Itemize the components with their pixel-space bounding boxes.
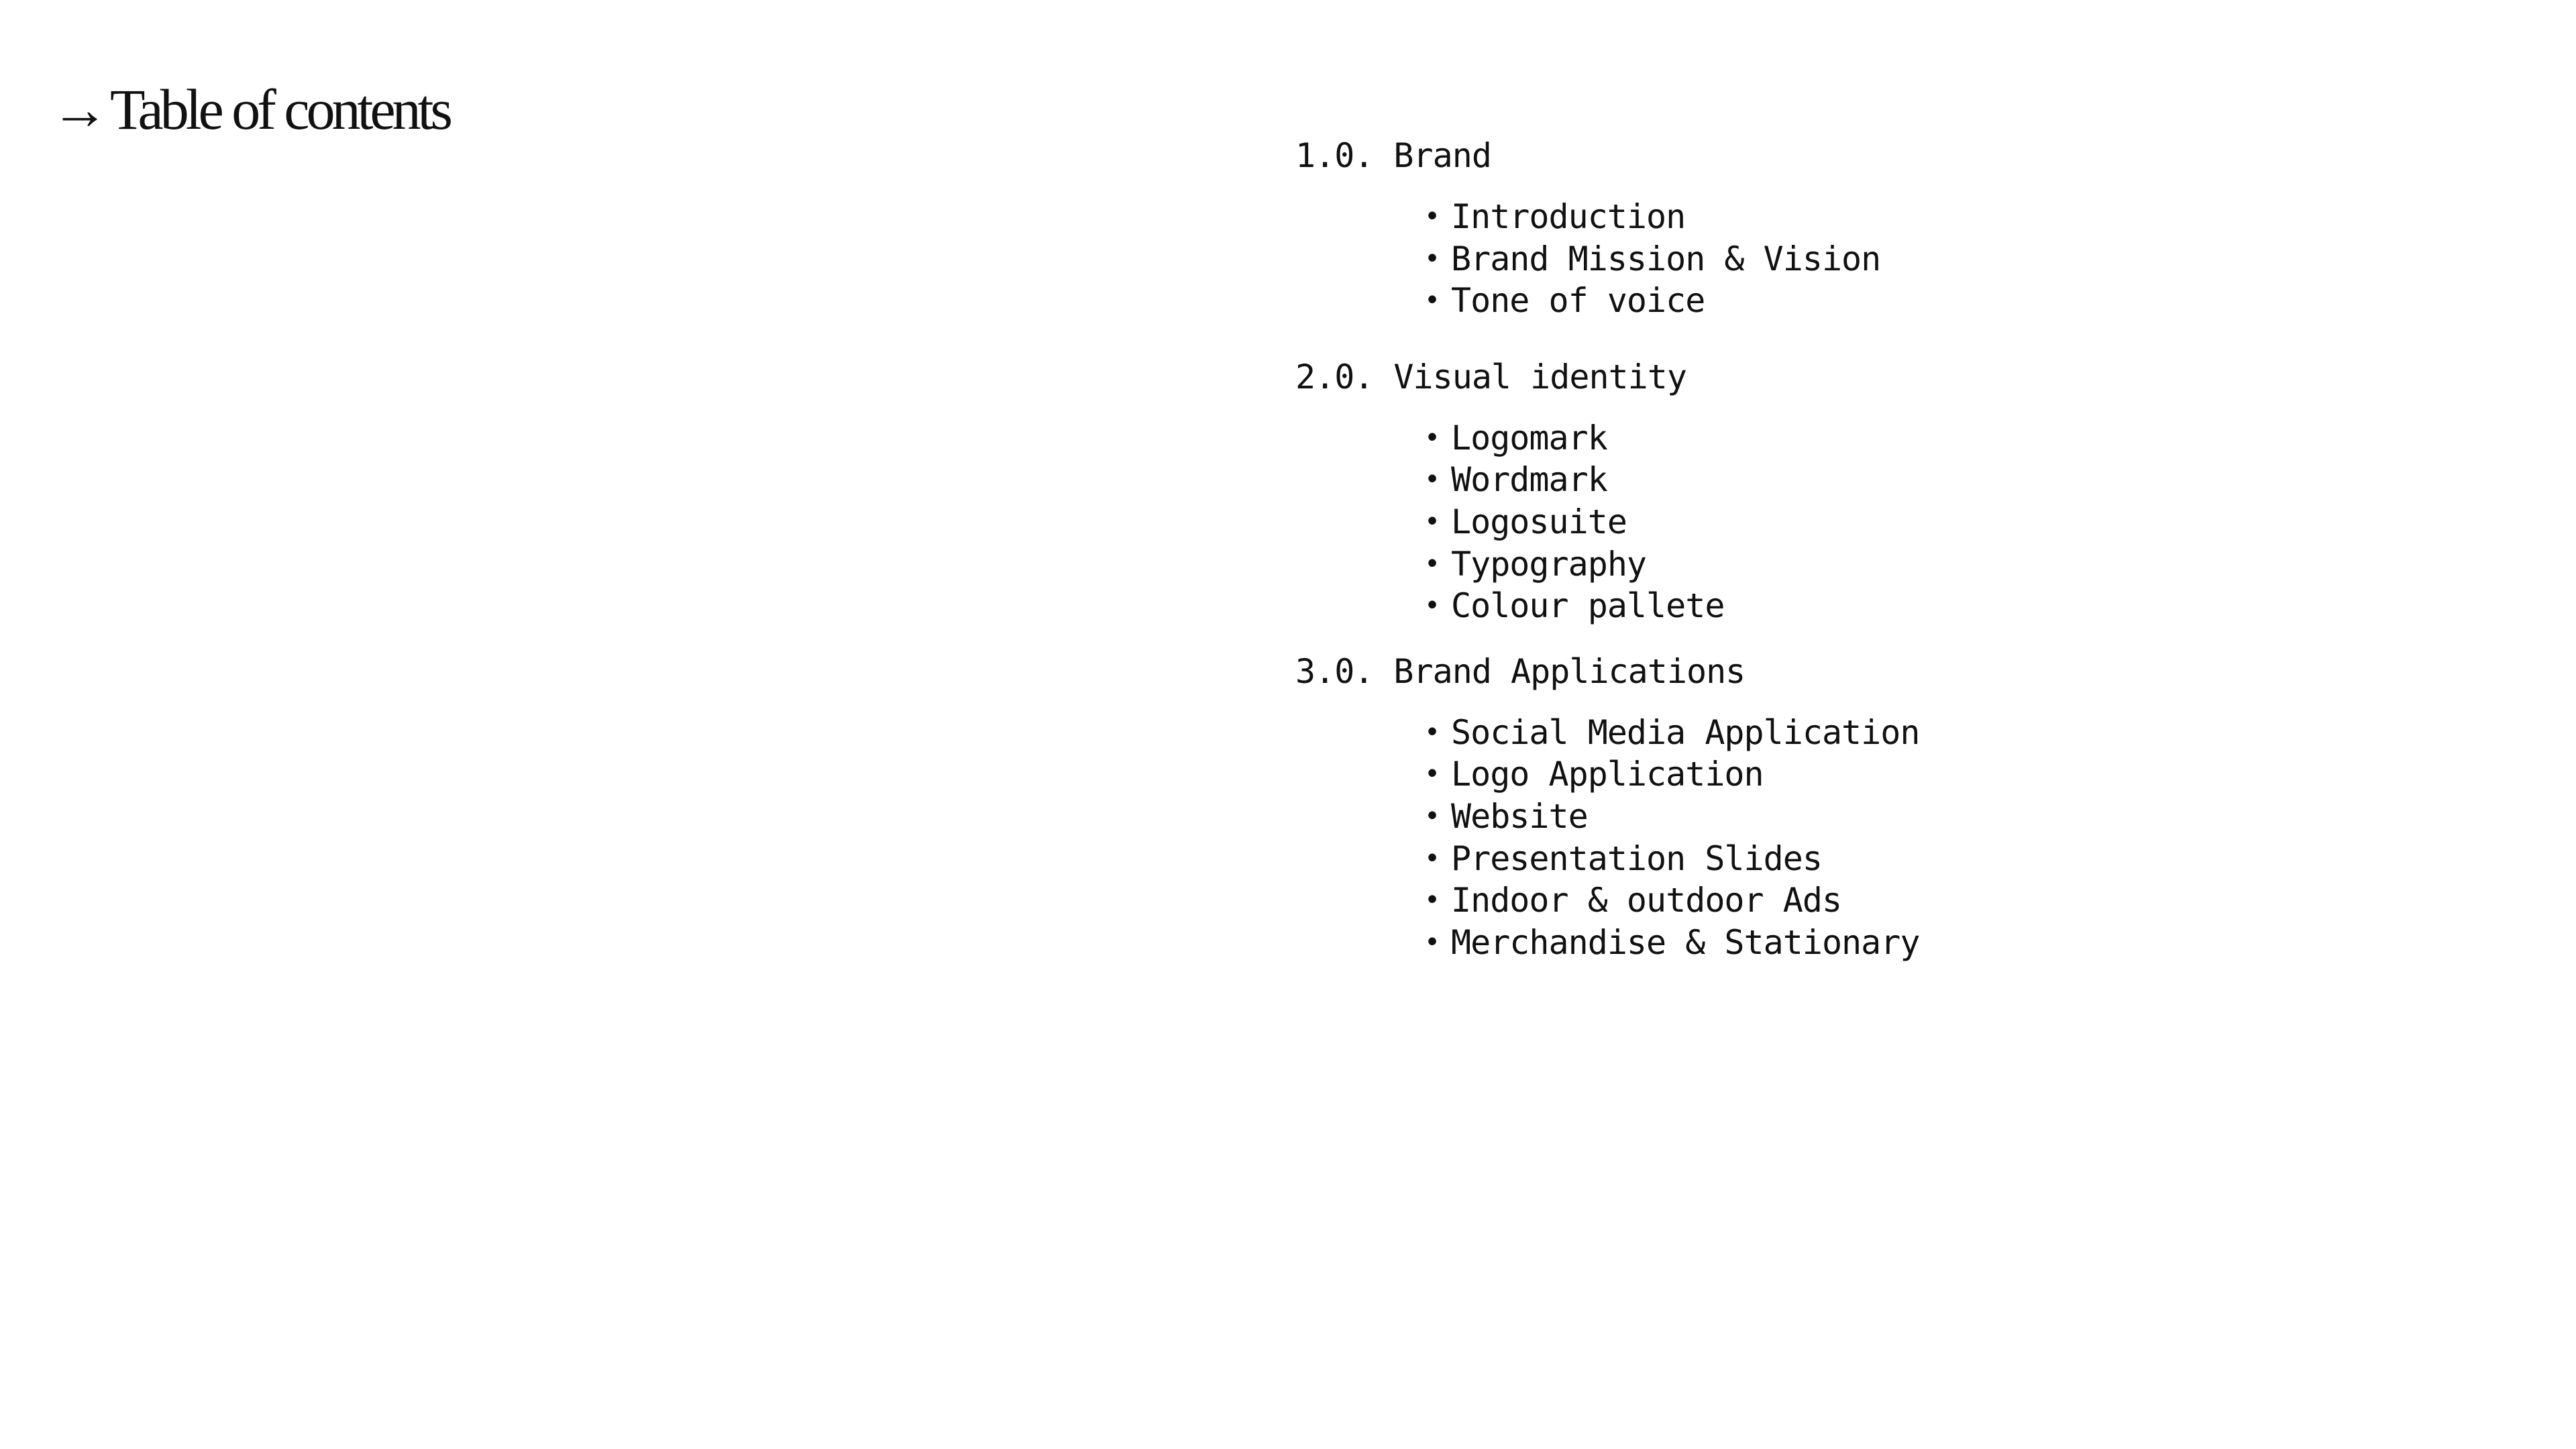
toc-section-visual-identity: [1295, 353, 1919, 627]
toc-section-brand: [1295, 131, 1919, 322]
toc-item-presentation-slides[interactable]: [1424, 838, 1919, 880]
toc-item-label: Website: [1451, 796, 1588, 836]
toc-item-label: Tone of voice: [1451, 281, 1705, 321]
toc-item-label: Wordmark: [1451, 460, 1607, 500]
bullet-icon: •: [1424, 548, 1440, 580]
toc-item-label: Logosuite: [1451, 502, 1627, 541]
toc-item-label: Social Media Application: [1451, 712, 1920, 752]
toc-section-heading[interactable]: [1295, 647, 1919, 696]
toc-item-list: [1295, 196, 1919, 322]
bullet-icon: •: [1424, 285, 1440, 317]
toc-item-label: Colour pallete: [1451, 586, 1725, 626]
bullet-icon: •: [1424, 759, 1440, 790]
toc-item-label: Logo Application: [1451, 755, 1764, 794]
bullet-icon: •: [1424, 926, 1440, 958]
arrow-right-icon: →: [51, 77, 109, 142]
bullet-icon: •: [1424, 422, 1440, 453]
section-number: 2.0.: [1295, 357, 1374, 396]
toc-item-label: Logomark: [1451, 418, 1607, 458]
toc-item-label: Indoor & outdoor Ads: [1451, 881, 1842, 920]
toc-item-label: Merchandise & Stationary: [1451, 922, 1920, 962]
toc-item-list: [1295, 712, 1919, 964]
page-title-text: Table of contents: [110, 77, 449, 142]
toc-item-logo-application[interactable]: [1424, 753, 1919, 796]
bullet-icon: •: [1424, 464, 1440, 496]
toc-item-tone-of-voice[interactable]: [1424, 280, 1919, 322]
bullet-icon: •: [1424, 800, 1440, 832]
toc-item-typography[interactable]: [1424, 543, 1919, 586]
bullet-icon: •: [1424, 590, 1440, 622]
table-of-contents: [1295, 131, 1919, 963]
toc-item-label: Introduction: [1451, 197, 1686, 236]
toc-section-brand-applications: [1295, 647, 1919, 964]
toc-item-colour-pallete[interactable]: [1424, 585, 1919, 627]
toc-item-brand-mission-vision[interactable]: [1424, 238, 1919, 280]
bullet-icon: •: [1424, 201, 1440, 232]
toc-item-website[interactable]: [1424, 796, 1919, 838]
toc-section-heading[interactable]: [1295, 131, 1919, 180]
toc-item-label: Presentation Slides: [1451, 839, 1822, 878]
section-number: 3.0.: [1295, 651, 1374, 691]
toc-item-social-media-application[interactable]: [1424, 712, 1920, 754]
toc-item-merchandise-stationary[interactable]: [1424, 922, 1920, 964]
section-title: Brand: [1393, 136, 1491, 175]
toc-item-label: Brand Mission & Vision: [1451, 239, 1881, 278]
section-title: Visual identity: [1393, 357, 1686, 396]
section-title: Brand Applications: [1393, 651, 1746, 691]
bullet-icon: •: [1424, 885, 1440, 916]
toc-section-heading[interactable]: [1295, 353, 1919, 401]
toc-item-logomark[interactable]: [1424, 417, 1919, 460]
page-title: [51, 77, 449, 142]
bullet-icon: •: [1424, 716, 1440, 748]
toc-item-logosuite[interactable]: [1424, 501, 1919, 543]
bullet-icon: •: [1424, 243, 1440, 274]
toc-item-indoor-outdoor-ads[interactable]: [1424, 879, 1919, 922]
toc-item-introduction[interactable]: [1424, 196, 1919, 238]
toc-item-label: Typography: [1451, 544, 1647, 584]
bullet-icon: •: [1424, 843, 1440, 874]
bullet-icon: •: [1424, 506, 1440, 537]
toc-item-list: [1295, 417, 1919, 627]
section-number: 1.0.: [1295, 136, 1374, 175]
toc-item-wordmark[interactable]: [1424, 459, 1919, 501]
